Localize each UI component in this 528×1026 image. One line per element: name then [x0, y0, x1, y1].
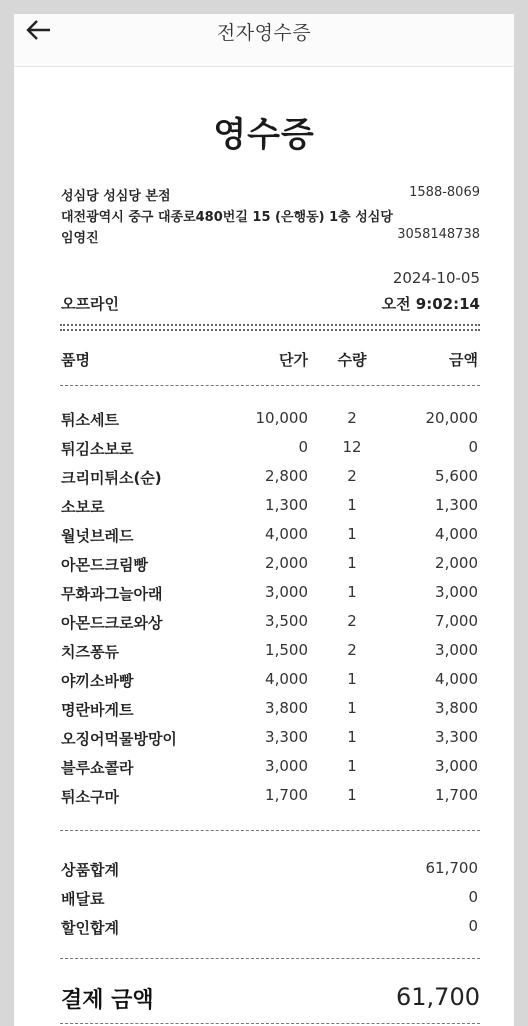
receipt-screen: [14, 14, 514, 1026]
item-name: 튀김소보로: [61, 440, 134, 458]
owner-name: 임영진: [61, 231, 99, 246]
item-price: 0: [298, 438, 308, 456]
item-qty: 1: [347, 699, 357, 717]
item-amount: 3,300: [435, 728, 478, 746]
divider: [60, 830, 480, 831]
table-row: [61, 699, 480, 728]
store-info-row: [61, 185, 480, 204]
divider: [60, 324, 480, 326]
item-qty: 1: [347, 496, 357, 514]
item-qty: 1: [347, 525, 357, 543]
receipt-date: 2024-10-05: [392, 269, 480, 287]
item-name: 야끼소바빵: [61, 672, 134, 690]
header-name: 품명: [61, 351, 90, 369]
subtotal-value: 61,700: [425, 859, 478, 877]
item-price: 3,500: [265, 612, 308, 630]
item-qty: 1: [347, 583, 357, 601]
item-amount: 3,000: [435, 757, 478, 775]
table-row: [61, 786, 480, 815]
receipt-title: 영수증: [213, 115, 315, 155]
receipt-paper: [14, 67, 514, 1026]
subtotal-label: 상품합계: [61, 861, 119, 879]
item-price: 2,800: [265, 467, 308, 485]
owner-row: [61, 227, 480, 246]
item-name: 아몬드크림빵: [61, 556, 148, 574]
divider: [60, 329, 480, 331]
receipt-time: 오전 9:02:14: [381, 295, 480, 313]
item-qty: 2: [347, 641, 357, 659]
divider: [60, 1023, 480, 1024]
item-price: 1,300: [265, 496, 308, 514]
total-value: 61,700: [396, 983, 480, 1011]
item-price: 4,000: [265, 525, 308, 543]
item-name: 소보로: [61, 498, 105, 516]
item-amount: 1,300: [435, 496, 478, 514]
item-name: 튀소세트: [61, 411, 119, 429]
item-price: 3,000: [265, 583, 308, 601]
item-amount: 20,000: [425, 409, 478, 427]
address-row: [61, 206, 480, 225]
sales-channel: 오프라인: [61, 295, 119, 313]
store-address: 대전광역시 중구 대종로480번길 15 (은행동) 1층 성심당: [61, 210, 393, 225]
time-row: [61, 293, 480, 314]
table-row: [61, 728, 480, 757]
item-qty: 1: [347, 757, 357, 775]
item-qty: 1: [347, 554, 357, 572]
item-amount: 4,000: [435, 525, 478, 543]
table-row: [61, 467, 480, 496]
item-name: 치즈퐁듀: [61, 643, 119, 661]
header-amount: 금액: [449, 351, 478, 369]
delivery-value: 0: [468, 888, 478, 906]
discount-value: 0: [468, 917, 478, 935]
item-price: 3,800: [265, 699, 308, 717]
table-row: [61, 583, 480, 612]
store-name: 성심당 성심당 본점: [61, 189, 171, 204]
item-price: 4,000: [265, 670, 308, 688]
delivery-row: [61, 888, 480, 910]
store-phone: 1588-8069: [409, 185, 480, 200]
discount-label: 할인합계: [61, 919, 119, 937]
page-title: 전자영수증: [216, 22, 312, 44]
table-row: [61, 670, 480, 699]
item-price: 3,000: [265, 757, 308, 775]
item-price: 10,000: [255, 409, 308, 427]
total-label: 결제 금액: [61, 988, 154, 1013]
item-name: 아몬드크로와상: [61, 614, 163, 632]
item-qty: 2: [347, 409, 357, 427]
table-row: [61, 641, 480, 670]
table-row: [61, 554, 480, 583]
header-price: 단가: [279, 351, 308, 369]
item-amount: 4,000: [435, 670, 478, 688]
item-amount: 0: [468, 438, 478, 456]
item-amount: 7,000: [435, 612, 478, 630]
item-qty: 2: [347, 612, 357, 630]
table-header: [61, 349, 480, 369]
divider: [60, 958, 480, 959]
item-amount: 5,600: [435, 467, 478, 485]
business-number: 3058148738: [397, 227, 480, 242]
item-price: 3,300: [265, 728, 308, 746]
item-qty: 1: [347, 786, 357, 804]
table-row: [61, 496, 480, 525]
item-price: 1,500: [265, 641, 308, 659]
item-amount: 3,800: [435, 699, 478, 717]
item-qty: 12: [342, 438, 362, 456]
table-row: [61, 612, 480, 641]
item-name: 오징어먹물방망이: [61, 730, 177, 748]
table-row: [61, 409, 480, 438]
header-qty: 수량: [337, 351, 367, 369]
item-name: 튀소구마: [61, 788, 119, 806]
table-row: [61, 757, 480, 786]
item-qty: 1: [347, 728, 357, 746]
discount-row: [61, 917, 480, 939]
item-name: 월넛브레드: [61, 527, 134, 545]
delivery-label: 배달료: [61, 890, 105, 908]
table-row: [61, 525, 480, 554]
item-amount: 3,000: [435, 641, 478, 659]
item-name: 블루쇼콜라: [61, 759, 134, 777]
item-name: 명란바게트: [61, 701, 134, 719]
table-row: [61, 438, 480, 467]
item-amount: 2,000: [435, 554, 478, 572]
item-name: 무화과그늘아래: [61, 585, 163, 603]
item-qty: 2: [347, 467, 357, 485]
top-bar: [14, 14, 514, 67]
total-row: [61, 983, 480, 1017]
item-list: [61, 409, 480, 815]
item-amount: 1,700: [435, 786, 478, 804]
subtotal-row: [61, 859, 480, 881]
item-qty: 1: [347, 670, 357, 688]
item-amount: 3,000: [435, 583, 478, 601]
divider: [60, 385, 480, 386]
item-price: 2,000: [265, 554, 308, 572]
item-price: 1,700: [265, 786, 308, 804]
item-name: 크리미튀소(순): [61, 469, 162, 487]
